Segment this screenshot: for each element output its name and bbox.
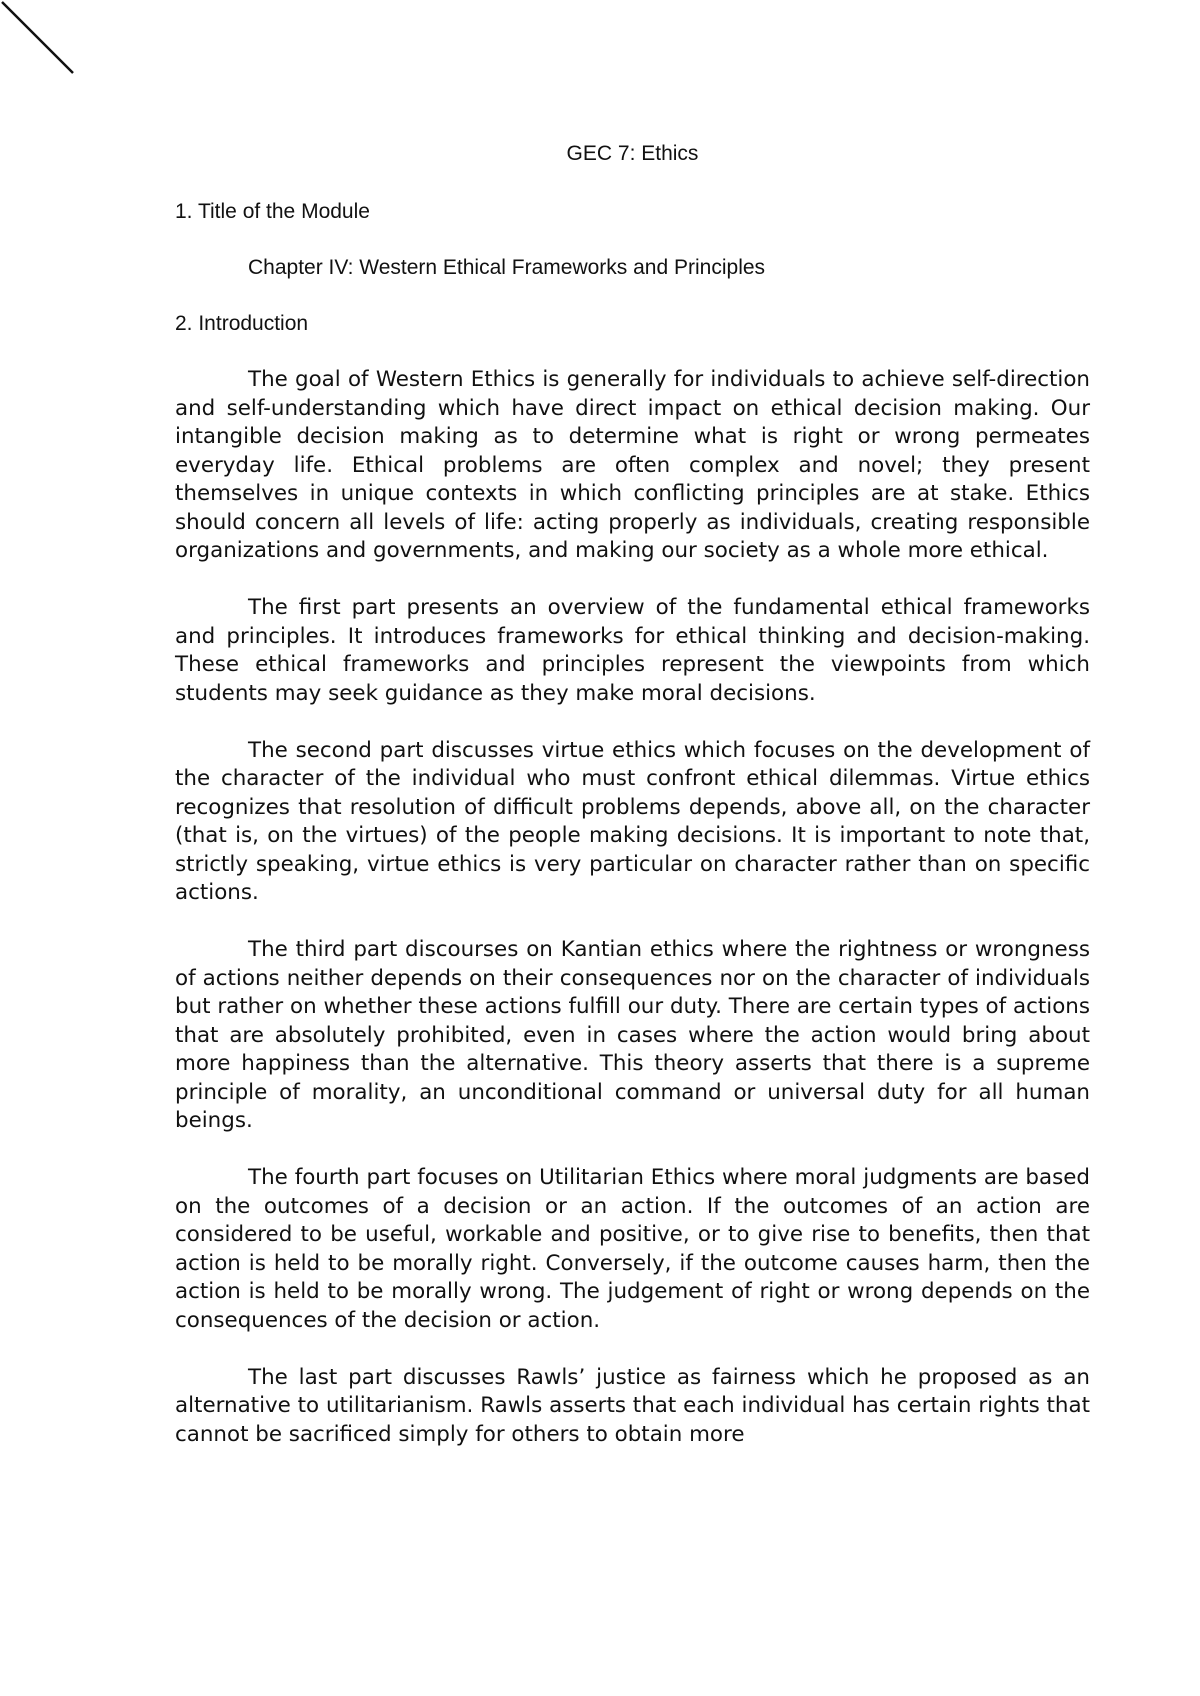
first-part-paragraph: The first part presents an overview of the fundamental ethical frameworks and principles. It introduces frameworks for ethical thinking and decision-making. These ethical frameworks and principles represent the viewpoints from which students may seek guidance as they make moral decisions. <box>175 595 1090 706</box>
third-part-paragraph: The third part discourses on Kantian ethics where the rightness or wrongness of actions neither depends on their consequences nor on the character of individuals but rather on whether these actions fulfill our duty. There are certain types of actions that are absolutely prohibited, even in cases where the action would bring about more happiness than the alternative. This theory asserts that there is a supreme principle of morality, an unconditional command or universal duty for all human beings. <box>175 937 1090 1133</box>
module-title: Chapter IV: Western Ethical Frameworks and Principles <box>248 256 766 279</box>
document-page <box>175 140 1090 1449</box>
fourth-part-paragraph: The fourth part focuses on Utilitarian Ethics where moral judgments are based on the outcomes of a decision or an action. If the outcomes of an action are considered to be useful, workable and positive, or to give rise to benefits, then that action is held to be morally right. Conversely, if the outcome causes harm, then the action is held to be morally wrong. The judgement of right or wrong depends on the consequences of the decision or action. <box>175 1165 1090 1333</box>
section-heading-title-of-module: 1. Title of the Module <box>175 200 370 223</box>
corner-slash-mark <box>0 0 80 80</box>
intro-paragraph: The goal of Western Ethics is generally for individuals to achieve self-direction and self-understanding which have direct impact on ethical decision making. Our intangible decision making as to determine what is right or wrong permeates everyday life. Ethical problems are often complex and novel; they present themselves in unique contexts in which conflicting principles are at stake. Ethics should concern all levels of life: acting properly as individuals, creating responsible organizations and governments, and making our society as a whole more ethical. <box>175 367 1090 563</box>
section-heading-introduction: 2. Introduction <box>175 312 309 335</box>
second-part-paragraph: The second part discusses virtue ethics which focuses on the development of the character of the individual who must confront ethical dilemmas. Virtue ethics recognizes that resolution of difficult problems depends, above all, on the character (that is, on the virtues) of the people making decisions. It is important to note that, strictly speaking, virtue ethics is very particular on character rather than on specific actions. <box>175 737 1090 905</box>
last-part-paragraph: The last part discusses Rawls’ justice as fairness which he proposed as an alternative to utilitarianism. Rawls asserts that each individual has certain rights that cannot be sacrificed simply for others to obtain more <box>175 1364 1090 1447</box>
course-title: GEC 7: Ethics <box>566 142 699 165</box>
